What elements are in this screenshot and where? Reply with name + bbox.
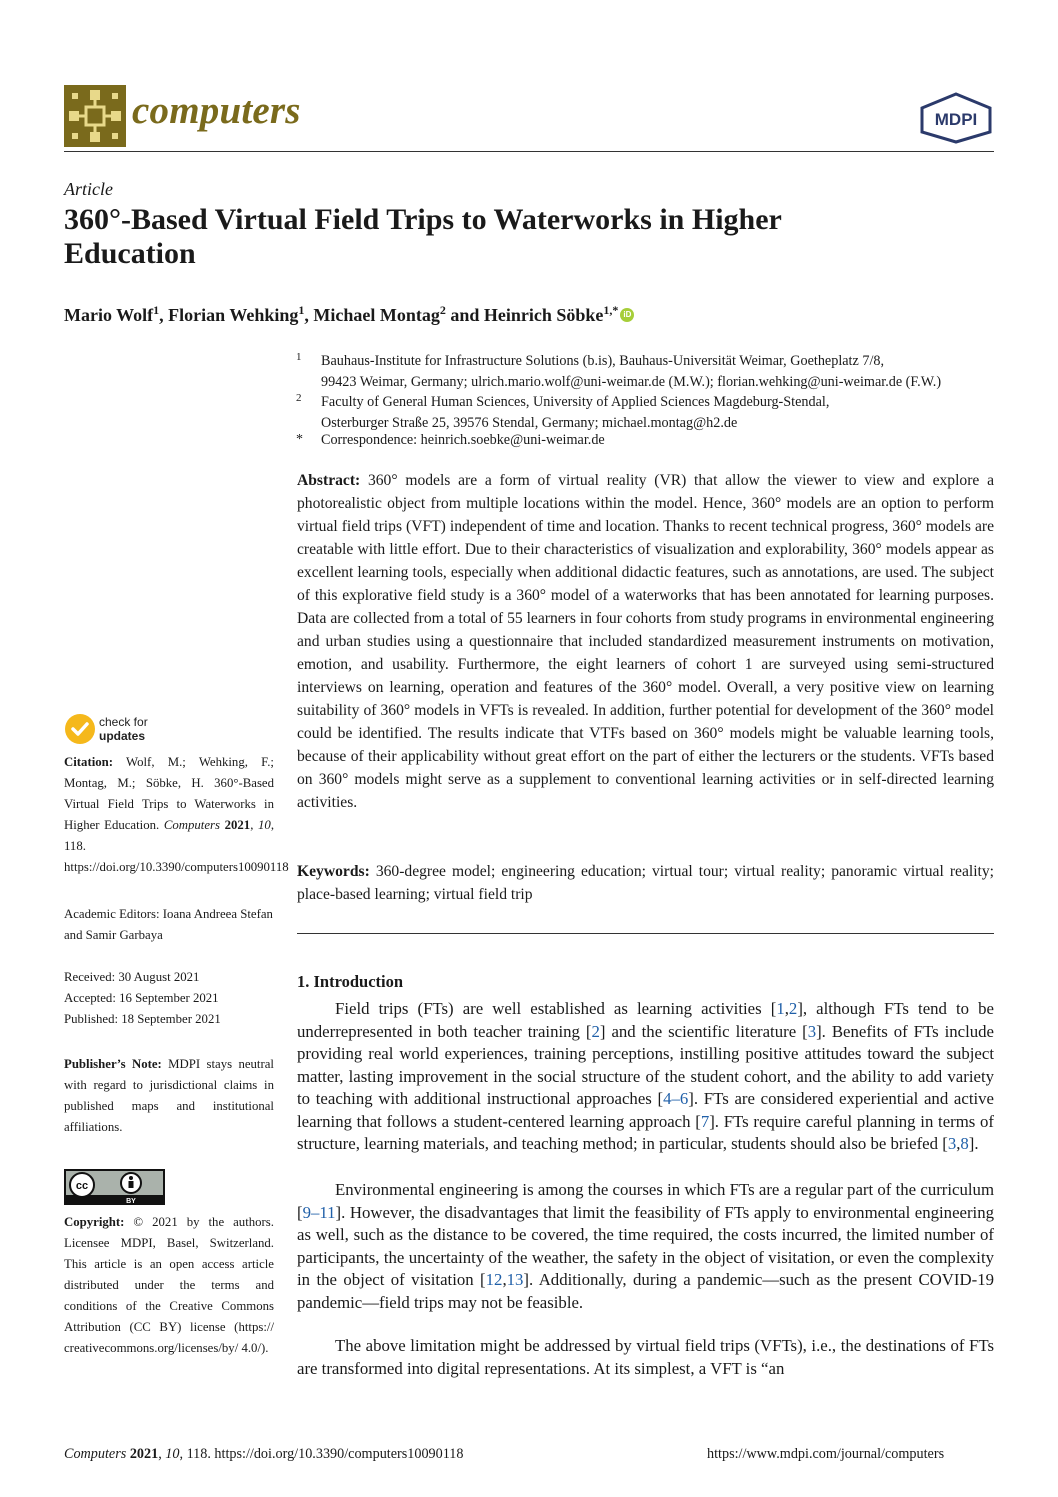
affiliation-line: 99423 Weimar, Germany; ulrich.mario.wolf@uni-weimar.de (M.W.); florian.wehking@uni-weimar.de (F.W.) [321,373,942,390]
affiliation-mark: 1 [296,351,302,363]
svg-text:BY: BY [126,1198,136,1205]
reference-link[interactable]: 3 [807,1021,817,1041]
footer-citation [64,1446,464,1463]
paragraph-text: ] and the scientific literature [ [599,1021,808,1041]
citation-label: Citation: [64,755,114,769]
paragraph-text: ]. Benefits of FTs include providing real world experiences, training perceptions, instilling positive attitudes toward the subject matter, lasting improvement in the social structure of the student cohort, and the ability to add variety to teaching with additional instructional approaches [ [297,1021,994,1108]
footer-journal: Computers [64,1446,127,1462]
publisher-note-text: MDPI stays neutral with regard to jurisdictional claims in published maps and institutional affiliations. [64,1057,274,1134]
keywords [297,860,994,906]
paragraph-text: ]. FTs are considered experiential and active learning that follows a student-centered learning approach [ [297,1089,994,1131]
svg-text:cc: cc [75,1180,89,1192]
paragraph-text: , [956,1134,961,1153]
affiliation-line: Faculty of General Human Sciences, University of Applied Sciences Magdeburg-Stendal, [321,394,830,410]
paragraph-text: ]. Additionally, during a pandemic—such as the present COVID-19 pandemic—field trips may not be feasible. [297,1270,994,1312]
intro-paragraph-1 [297,998,994,1156]
correspondence [296,430,996,451]
citation-block [64,752,289,878]
check-for-updates-button[interactable] [64,713,174,747]
author-affiliation-mark: 2 [439,303,446,317]
author-name[interactable]: Heinrich Söbke [483,305,604,325]
reference-link[interactable]: 3 [947,1134,957,1153]
footer-journal-url[interactable]: https://www.mdpi.com/journal/computers [707,1446,945,1462]
intro-paragraph-3 [297,1335,994,1380]
keywords-label: Keywords: [297,863,370,880]
author-separator: and [445,305,484,325]
section-heading: 1. Introduction [297,972,404,991]
journal-logo-icon [64,85,126,147]
citation-doi[interactable]: , 118. https://doi.org/10.3390/computers10090118 [64,818,289,874]
author-name[interactable]: Michael Montag [313,305,440,325]
check-updates-label: updates [99,729,146,743]
author-affiliation-mark: 1 [298,303,305,317]
footer-year: 2021 [126,1446,159,1462]
citation-year: 2021 [220,818,251,832]
keywords-text: 360-degree model; engineering education; virtual tour; virtual reality; panoramic virtual reality; place-based learning; virtual field trip [297,863,994,903]
footer-doi[interactable]: , 118. https://doi.org/10.3390/computers10090118 [179,1446,464,1462]
reference-link[interactable]: 12 [485,1270,503,1289]
affiliation-line: Bauhaus-Institute for Infrastructure Solutions (b.is), Bauhaus-Universität Weimar, Goetheplatz 7/8, [321,353,885,369]
paragraph-text: ]. However, the disadvantages that limit the feasibility of FTs apply to environmental engineering as well, such as the distance to be covered, the time required, the costs incurred, the limited number of participants, the uncertainty of the weather, the safety in the object of visitation, or even the complexity in the object of visitation [ [297,1202,994,1289]
footer-volume: 10 [165,1446,180,1462]
citation-text: , [250,818,259,832]
affiliation-mark: * [296,432,303,447]
accepted-date: Accepted: 16 September 2021 [64,991,219,1005]
received-date: Received: 30 August 2021 [64,970,200,984]
mdpi-logo-text: MDPI [934,110,978,129]
copyright-label: Copyright: [64,1215,125,1229]
paragraph-text: The above limitation might be addressed by virtual field trips (VFTs), i.e., the destinations of FTs are transformed into digital representations. At its simplest, a VFT is “an [297,1336,994,1378]
paragraph-text: , [784,999,789,1018]
affiliation-2 [296,392,996,433]
reference-link[interactable]: 9–11 [302,1202,336,1222]
reference-link[interactable]: 1 [776,999,785,1018]
citation-volume: 10 [258,818,271,832]
cc-by-license-icon[interactable] [64,1169,165,1205]
author-list [64,298,864,327]
paragraph-text: Field trips (FTs) are well established as learning activities [ [335,999,777,1018]
affiliation-line: Osterburger Straße 25, 39576 Stendal, Germany; michael.montag@h2.de [321,414,738,431]
mdpi-logo-icon[interactable] [918,92,994,144]
paragraph-text: Environmental engineering is among the courses in which FTs are a regular part of the curriculum [ [297,1180,994,1222]
header-divider [64,151,994,152]
author-name[interactable]: Mario Wolf [64,305,154,325]
published-date: Published: 18 September 2021 [64,1012,221,1026]
abstract [297,469,994,814]
check-updates-label: check for [99,715,148,729]
author-affiliation-mark: 1 [153,303,160,317]
citation-journal: Computers [163,818,220,832]
reference-link[interactable]: 8 [960,1134,969,1153]
article-type: Article [64,179,113,199]
section-divider [297,933,994,934]
orcid-icon[interactable]: iD [620,308,634,322]
copyright-block [64,1212,274,1359]
intro-paragraph-2 [297,1179,994,1314]
author-affiliation-mark: 1,* [603,303,619,317]
reference-link[interactable]: 4–6 [663,1089,689,1108]
author-separator: , [159,305,169,325]
affiliation-mark: 2 [296,392,302,404]
affiliation-1 [296,351,996,392]
publisher-note [64,1054,274,1138]
abstract-text: 360° models are a form of virtual reality (VR) that allow the viewer to view and explore a photorealistic object from multiple locations within the model. Hence, 360° models are an option to perform virtual field trips (VFT) independent of time and location. Thanks to recent technical progress, 360° models are creatable with little effort. Due to their characteristics of visualization and explorability, 360° models appear as excellent learning tools, especially when additional didactic features, such as annotations, are used. The subject of this explorative field study is a 360° model of a waterworks that has been annotated for learning purposes. Data are collected from a total of 55 learners in four cohorts from study programs in environmental engineering and urban studies using a questionnaire that included standardized measurement instruments on motivation, emotion, and usability. Furthermore, the eight learners of cohort 1 are surveyed using semi-structured interviews on learning, operation and features of the 360° model. Overall, a very positive view on learning suitability of 360° models in VFTs is revealed. In addition, further potential for development of the 360° model could be identified. The results indicate that VTFs based on 360° models might be valuable learning tools, because of their applicability without great effort on the part of either the lecturers or the students. VFTs based on 360° models might serve as a supplement to conventional learning activities or in self-directed learning activities. [297,472,994,811]
journal-name[interactable]: computers [132,89,301,132]
reference-link[interactable]: 2 [591,1021,600,1041]
dates-block [64,967,274,1030]
abstract-label: Abstract: [297,472,361,489]
author-separator: , [304,305,314,325]
reference-link[interactable]: 7 [700,1111,710,1131]
article-title: 360°-Based Virtual Field Trips to Waterworks in Higher Education [64,203,782,270]
paragraph-text: ], although FTs tend to be underrepresented in both teacher training [ [297,999,994,1041]
paragraph-text: ]. FTs require careful planning in terms of structure, learning materials, and teaching method; in particular, students should also be briefed [ [297,1111,994,1153]
citation-text: Wolf, M.; Wehking, F.; Montag, M.; Söbke, H. 360°-Based Virtual Field Trips to Waterworks in Higher Education. [64,755,274,832]
check-updates-icon [64,713,96,745]
reference-link[interactable]: 2 [788,999,798,1018]
correspondence-line[interactable]: Correspondence: heinrich.soebke@uni-weimar.de [321,432,605,448]
author-name[interactable]: Florian Wehking [168,305,299,325]
academic-editors: Academic Editors: Ioana Andreea Stefan and Samir Garbaya [64,907,273,942]
footer-separator: , [158,1446,166,1462]
paragraph-text: , [502,1270,507,1289]
paragraph-text: ]. [968,1134,979,1153]
reference-link[interactable]: 13 [506,1270,524,1289]
copyright-text: © 2021 by the authors. Licensee MDPI, Basel, Switzerland. This article is an open access article distributed under the terms and conditions of the Creative Commons Attribution (CC BY) license (https:// creativecommons.org/licenses/by/ 4.0/). [64,1215,274,1355]
publisher-note-label: Publisher’s Note: [64,1057,162,1071]
